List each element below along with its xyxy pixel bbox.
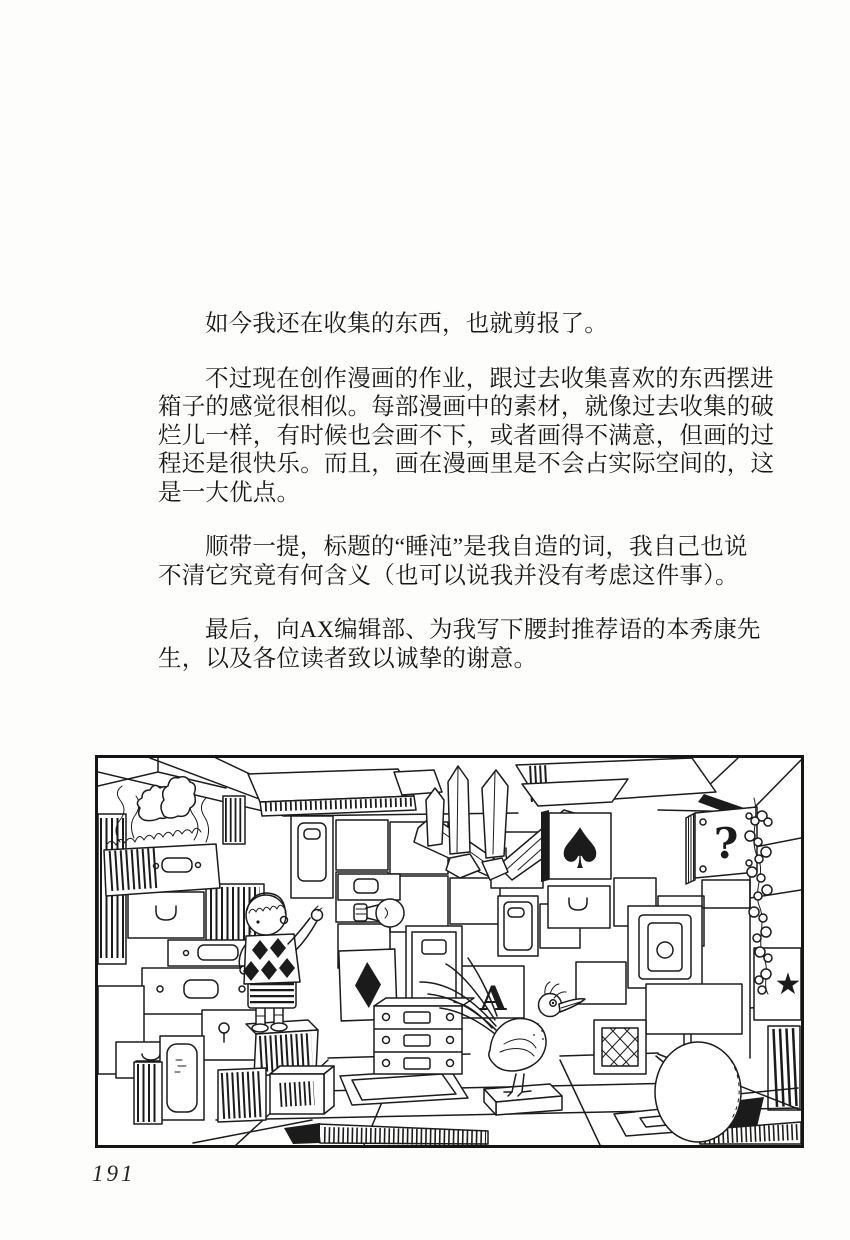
question-mark-icon: ? xyxy=(713,819,739,868)
paragraph xyxy=(158,310,774,339)
page-number: 191 xyxy=(92,1161,136,1186)
text-line: 如今我还在收集的东西，也就剪报了。 xyxy=(205,311,608,337)
light-bulb xyxy=(338,874,404,927)
card-letter-a: A xyxy=(480,979,507,1019)
spade-icon: ♠ xyxy=(554,817,606,882)
text-line: 不过现在创作漫画的作业，跟过去收集喜欢的东西摆进 xyxy=(205,365,774,392)
chest-of-drawers xyxy=(374,998,474,1074)
text-line: 生，以及各位读者致以诚挚的谢意。 xyxy=(158,645,538,672)
step-band-left xyxy=(284,1123,488,1144)
paragraph xyxy=(158,616,774,673)
egg xyxy=(655,1042,741,1142)
text-line: 是一大优点。 xyxy=(158,479,301,506)
illustration-svg xyxy=(98,758,801,1145)
star-icon: ★ xyxy=(774,967,801,1002)
text-line: 顺带一提，标题的“睡沌”是我自造的词，我自己也说 xyxy=(205,534,748,560)
paragraph xyxy=(158,365,774,508)
text-line: 烂儿一样，有时候也会画不下，或者画得不满意，但画的过 xyxy=(158,422,775,449)
text-line: 箱子的感觉很相似。每部漫画中的素材，就像过去收集的破 xyxy=(158,394,775,420)
text-line: 不清它究竟有何含义（也可以说我并没有考虑这件事）。 xyxy=(158,562,739,589)
paragraph xyxy=(158,533,774,590)
text-line: 最后，向AX编辑部、为我写下腰封推荐语的本秀康先 xyxy=(205,617,761,643)
room-of-boxes-illustration xyxy=(95,755,804,1148)
afterword-text xyxy=(158,310,774,699)
lattice-box xyxy=(594,1020,646,1074)
knob-cabinet xyxy=(628,906,702,988)
text-line: 程还是很快乐。而且，画在漫画里是不会占实际空间的，这 xyxy=(158,451,775,477)
